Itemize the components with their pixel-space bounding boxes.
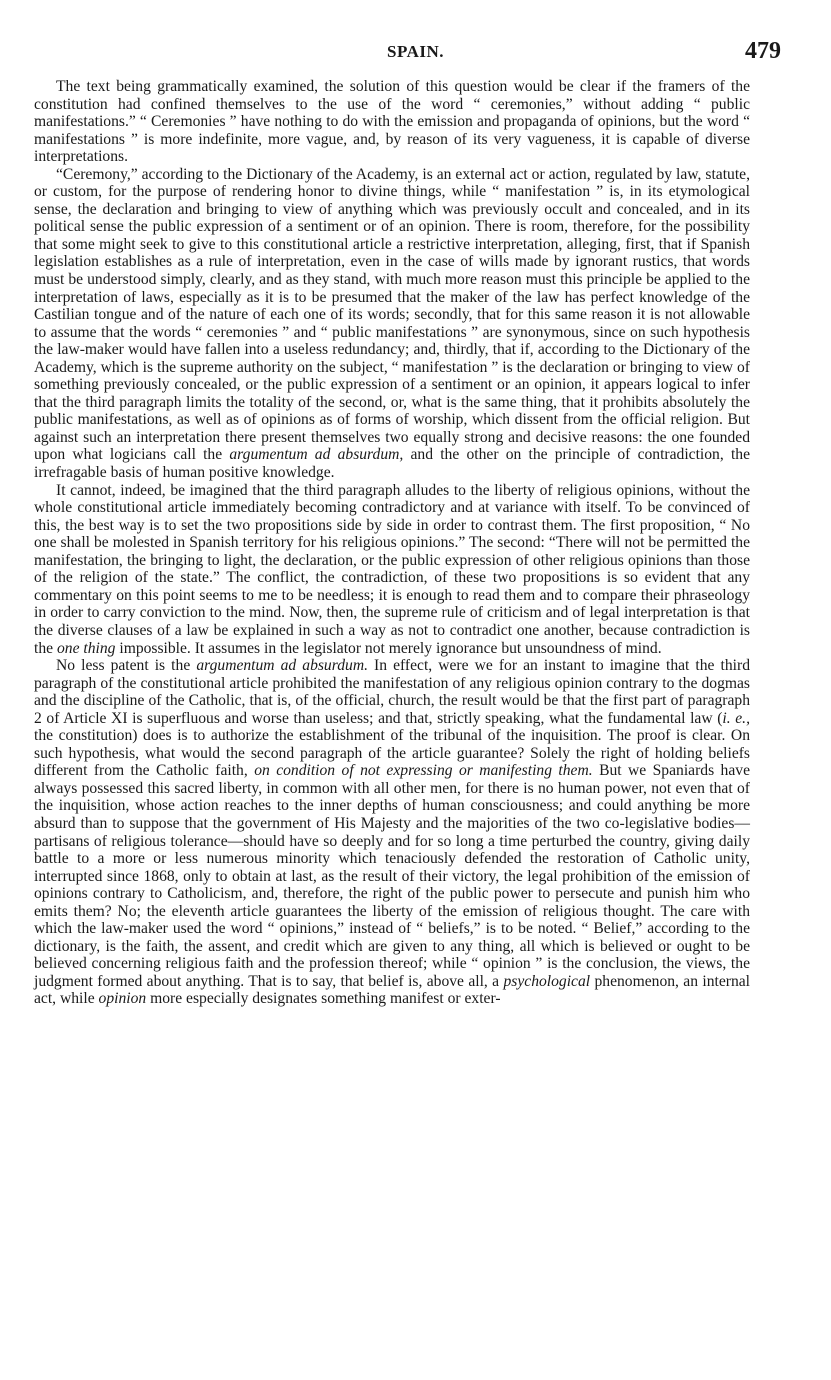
paragraph-4-italic-2: i. e.,: [722, 709, 750, 727]
paragraph-4-italic-5: opinion: [98, 990, 147, 1008]
paragraph-4-text-2: In effect, were we for an instant to imagine that the third paragraph of the constitutional article prohibited the manifestation of any religious opinion contrary to the dogmas and the discipline of the Catholic, that is, of the official, church, the result would be that the first part of paragraph 2 of Article XI is superfluous and worse than useless; and that, strictly speaking, what the fundamental law (: [34, 657, 750, 727]
paragraph-3-text-1: It cannot, indeed, be imagined that the third paragraph alludes to the liberty of religious opinions, without the whole constitutional article immediately becoming contradictory and at variance with itself. To be convinced of this, the best way is to set the two propositions side by side in order to contrast them. The first proposition, “ No one shall be molested in Spanish territory for his religious opinions.” The second: “There will not be permitted the manifestation, the bringing to light, the declaration, or the public expression of other religious opinions than those of the religion of the state.” The conflict, the contradiction, of these two propositions is so evident that any commentary on this point seems to me to be needless; it is enough to read them and to compare their phraseology in order to carry conviction to the mind. Now, then, the supreme rule of criticism and of legal interpretation is that the diverse clauses of a law be explained in such a way as not to contradict one another, because contradiction is the: [34, 481, 750, 657]
paragraph-2-text-1: “Ceremony,” according to the Dictionary of the Academy, is an external act or action, regulated by law, statute, or custom, for the purpose of rendering honor to divine things, while “ manifestation ” is, in its etymological sense, the declaration and bringing to view of anything which was previously occult and concealed, and in its political sense the public expression of a sentiment or of an opinion. There is room, therefore, for the possibility that some might seek to give to this constitutional article a restrictive interpretation, alleging, first, that if Spanish legislation establishes as a rule of interpretation, even in the case of wills made by ignorant rustics, that words must be understood simply, clearly, and as they stand, with much more reason must this principle be applied to the interpretation of laws, especially as it is to be presumed that the maker of the law has perfect knowledge of the Castilian tongue and of the nature of each one of its words; secondly, that for this same reason it is not allowable to assume that the words “ ceremonies ” and “ public manifestations ” are synonymous, since on such hypothesis the law-maker would have fallen into a useless redundancy; and, thirdly, that if, according to the Dictionary of the Academy, which is the supreme authority on the subject, “ manifestation ” is the declaration or bringing to view of something previously concealed, or the public expression of a sentiment or an opinion, it appears logical to infer that the third paragraph limits the totality of the second, or, what is the same thing, that it prohibits absolutely the public manifestations, as well as of opinions as of forms of worship, which dissent from the official religion. But against such an interpretation there present themselves two equally strong and decisive reasons: the one founded upon what logicians call the: [34, 165, 750, 464]
paragraph-4-text-4: But we Spaniards have always possessed this sacred liberty, in common with all other men, for there is no human power, not even that of the inquisition, whose action reaches to the inner depths of human consciousness; and could anything be more absurd than to suppose that the government of His Majesty and the majorities of the two co-legislative bodies—partisans of religious tolerance—should have so deeply and for so long a time perturbed the country, giving daily battle to a more or less numerous minority which tenaciously defended the restoration of Catholic unity, interrupted since 1868, only to obtain at last, as the result of their victory, the legal prohibition of the emission of opinions contrary to Catholicism, and, therefore, the right of the public power to persecute and punish him who emits them? No; the eleventh article guarantees the liberty of the emission of religious thought. The care with which the law-maker used the word “ opinions,” instead of “ beliefs,” is to be noted. “ Belief,” according to the dictionary, is the faith, the assent, and credit which are given to any thing, all which is believed or ought to be believed concerning religious faith and the profession thereof; while “ opinion ” is the conclusion, the views, the judgment formed about anything. That is to say, that belief is, above all, a: [34, 762, 750, 990]
paragraph-4: [34, 657, 750, 1008]
paragraph-4-italic-1: argumentum ad absurdum.: [196, 657, 368, 675]
paragraph-4-italic-3: on condition of not expressing or manifesting them.: [254, 762, 593, 780]
paragraph-3-text-2: impossible. It assumes in the legislator not merely ignorance but unsoundness of mind.: [119, 639, 662, 657]
paragraph-4-text-1: No less patent is the: [56, 657, 191, 675]
paragraph-4-text-5: phenomenon, an internal act, while: [34, 972, 751, 1008]
paragraph-4-text-6: more especially designates something manifest or exter-: [150, 990, 501, 1008]
paragraph-3: [34, 482, 750, 657]
paragraph-1-text-1: The text being grammatically examined, the solution of this question would be clear if the framers of the constitution had confined themselves to the use of the word “ ceremonies,” without adding “ public manifestations.” “ Ceremonies ” have nothing to do with the emission and propaganda of opinions, but the word “ manifestations ” is more indefinite, more vague, and, by reason of its very vagueness, it is capable of diverse interpretations.: [34, 78, 750, 166]
paragraph-2: [34, 166, 750, 482]
paragraph-4-italic-4: psychological: [503, 972, 591, 990]
paragraph-2-text-2: and the other on the principle of contradiction, the irrefragable basis of human positive knowledge.: [34, 446, 750, 482]
paragraph-2-italic-1: argumentum ad absurdum,: [229, 446, 404, 464]
paragraph-3-italic-1: one thing: [56, 639, 116, 657]
paragraph-4-text-3: the constitution) does is to authorize the establishment of the tribunal of the inquisition. The proof is clear. On such hypothesis, what would the second paragraph of the article guarantee? Solely the right of holding beliefs different from the Catholic faith,: [34, 727, 750, 780]
running-head: SPAIN.: [387, 42, 444, 61]
body-text: [34, 78, 750, 1008]
page-number: 479: [745, 38, 781, 64]
page-header: [0, 38, 831, 68]
paragraph-1: [34, 78, 750, 166]
